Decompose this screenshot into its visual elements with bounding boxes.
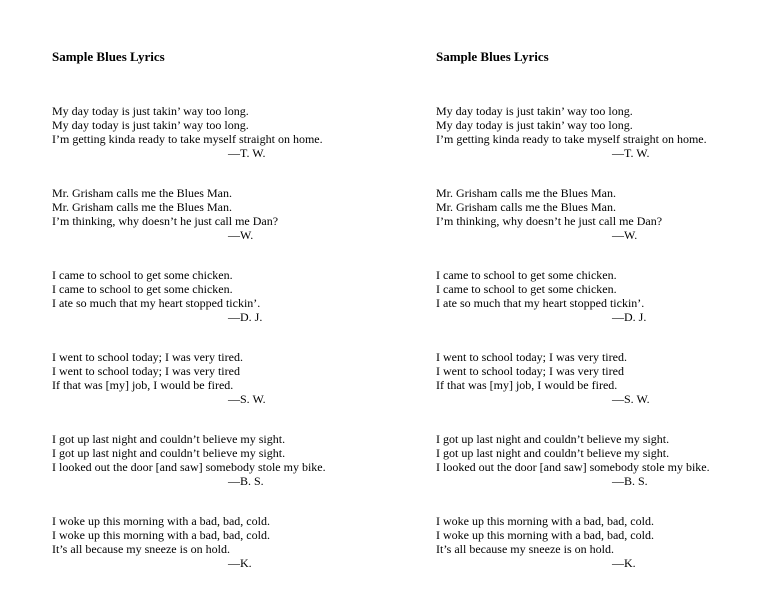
lyric-line: I ate so much that my heart stopped tickin’. (436, 296, 645, 310)
stanza-author: —K. (228, 556, 252, 570)
stanza-author: —B. S. (612, 474, 648, 488)
stanza-author: —K. (612, 556, 636, 570)
stanza-author: —S. W. (612, 392, 650, 406)
lyric-stanza (52, 104, 382, 160)
lyric-line: If that was [my] job, I would be fired. (436, 378, 618, 392)
document-title: Sample Blues Lyrics (436, 49, 549, 64)
lyric-stanza (52, 350, 382, 406)
stanza-author: —D. J. (228, 310, 263, 324)
lyric-line: I woke up this morning with a bad, bad, cold. (436, 528, 654, 542)
lyric-line: I’m getting kinda ready to take myself straight on home. (436, 132, 707, 146)
lyric-line: I came to school to get some chicken. (52, 282, 233, 296)
stanza-author: —T. W. (612, 146, 650, 160)
lyric-line: If that was [my] job, I would be fired. (52, 378, 234, 392)
lyric-line: I went to school today; I was very tired (52, 364, 240, 378)
lyric-stanza (52, 186, 382, 242)
lyric-line: My day today is just takin’ way too long. (52, 104, 249, 118)
lyric-stanza (436, 350, 766, 406)
document-title: Sample Blues Lyrics (52, 49, 165, 64)
lyric-line: I’m getting kinda ready to take myself straight on home. (52, 132, 323, 146)
lyric-line: I came to school to get some chicken. (52, 268, 233, 282)
lyric-stanza (436, 186, 766, 242)
right-page-column (436, 48, 766, 596)
lyric-line: I got up last night and couldn’t believe my sight. (436, 432, 670, 446)
lyric-stanza (436, 268, 766, 324)
lyric-line: I ate so much that my heart stopped tickin’. (52, 296, 261, 310)
stanza-author: —W. (228, 228, 254, 242)
lyric-line: I woke up this morning with a bad, bad, cold. (52, 528, 270, 542)
left-page-column (52, 48, 382, 596)
lyric-line: I woke up this morning with a bad, bad, cold. (52, 514, 270, 528)
lyric-line: Mr. Grisham calls me the Blues Man. (52, 200, 232, 214)
lyric-line: My day today is just takin’ way too long. (436, 104, 633, 118)
lyric-line: Mr. Grisham calls me the Blues Man. (436, 200, 616, 214)
lyric-line: I’m thinking, why doesn’t he just call me Dan? (52, 214, 279, 228)
lyric-line: It’s all because my sneeze is on hold. (52, 542, 230, 556)
stanza-author: —D. J. (612, 310, 647, 324)
lyric-stanza (436, 514, 766, 570)
lyric-line: I got up last night and couldn’t believe my sight. (52, 446, 286, 460)
lyric-stanza (52, 268, 382, 324)
lyric-stanza (52, 514, 382, 570)
lyric-line: I went to school today; I was very tired. (436, 350, 627, 364)
stanza-author: —W. (612, 228, 638, 242)
lyric-line: I looked out the door [and saw] somebody stole my bike. (52, 460, 326, 474)
lyric-line: Mr. Grisham calls me the Blues Man. (436, 186, 616, 200)
lyric-line: I got up last night and couldn’t believe my sight. (436, 446, 670, 460)
lyric-line: I came to school to get some chicken. (436, 268, 617, 282)
lyric-stanza (436, 432, 766, 488)
lyric-line: I went to school today; I was very tired. (52, 350, 243, 364)
lyric-line: My day today is just takin’ way too long. (436, 118, 633, 132)
lyric-line: I got up last night and couldn’t believe my sight. (52, 432, 286, 446)
lyric-line: My day today is just takin’ way too long. (52, 118, 249, 132)
lyric-line: I went to school today; I was very tired (436, 364, 624, 378)
lyric-line: I woke up this morning with a bad, bad, cold. (436, 514, 654, 528)
lyric-line: Mr. Grisham calls me the Blues Man. (52, 186, 232, 200)
lyric-line: I’m thinking, why doesn’t he just call me Dan? (436, 214, 663, 228)
lyric-stanza (436, 104, 766, 160)
stanza-author: —T. W. (228, 146, 266, 160)
lyric-line: I came to school to get some chicken. (436, 282, 617, 296)
lyric-stanza (52, 432, 382, 488)
stanza-author: —B. S. (228, 474, 264, 488)
lyric-line: I looked out the door [and saw] somebody stole my bike. (436, 460, 710, 474)
lyric-line: It’s all because my sneeze is on hold. (436, 542, 614, 556)
stanza-author: —S. W. (228, 392, 266, 406)
